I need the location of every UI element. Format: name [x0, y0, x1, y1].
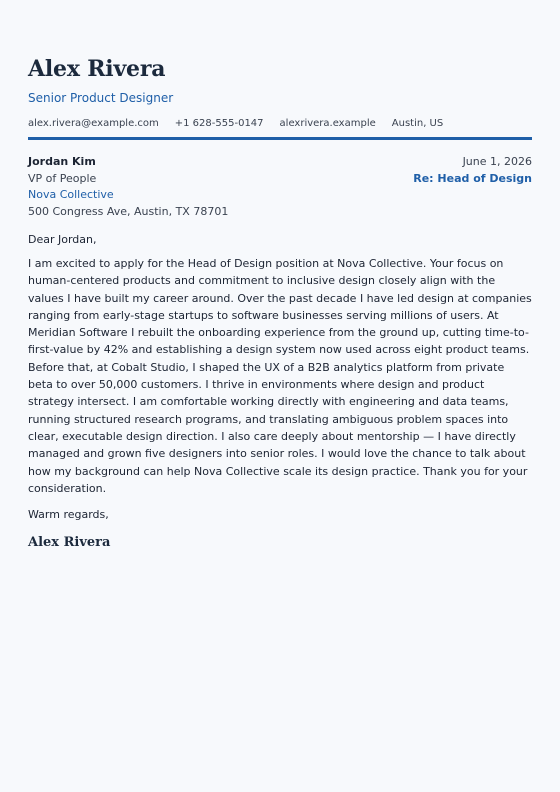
sender-email[interactable]: alex.rivera@example.com: [28, 118, 159, 129]
recipient-address: 500 Congress Ave, Austin, TX 78701: [28, 204, 229, 218]
header-divider: [28, 137, 532, 140]
sender-role: Senior Product Designer: [28, 91, 174, 105]
sender-name: Alex Rivera: [28, 56, 166, 82]
contact-line: [28, 117, 532, 131]
sender-website[interactable]: alexrivera.example: [279, 118, 376, 129]
sender-location: Austin, US: [391, 118, 444, 129]
letter-closing: Warm regards,: [28, 508, 109, 522]
recipient-company: Nova Collective: [28, 188, 114, 201]
sender-phone: +1 628-555-0147: [174, 118, 264, 129]
letter-header: [28, 56, 532, 140]
date-subject-block: [413, 154, 532, 220]
letter-signature: Alex Rivera: [28, 535, 111, 551]
recipient-name: Jordan Kim: [28, 155, 96, 168]
letter-greeting: Dear Jordan,: [28, 233, 97, 246]
recipient-title: VP of People: [28, 171, 97, 185]
recipient-block: [28, 154, 228, 220]
letter-meta: [28, 154, 532, 220]
letter-date: June 1, 2026: [462, 155, 532, 168]
letter-body: I am excited to apply for the Head of Design position at Nova Collective. Your focus on human-centered products and commitment to inclusive design closely align with the values I have built my career around. Over the past decade I have led design at companies ranging from early-stage startups to software businesses serving millions of users. At Meridian Software I rebuilt the onboarding experience from the ground up, cutting time-to-first-value by 42% and establishing a design system now used across eight product teams. Before that, at Cobalt Studio, I shaped the UX of a B2B analytics platform from private beta to over 50,000 customers. I thrive in environments where design and product strategy intersect. I am comfortable working directly with engineering and data teams, running structured research programs, and translating ambiguous problem spaces into clear, executable design direction. I also care deeply about mentorship — I have directly managed and grown five designers into senior roles. I would love the chance to talk about how my background can help Nova Collective scale its design practice. Thank you for your consideration.: [28, 257, 532, 495]
letter-subject: Re: Head of Design: [413, 171, 532, 185]
